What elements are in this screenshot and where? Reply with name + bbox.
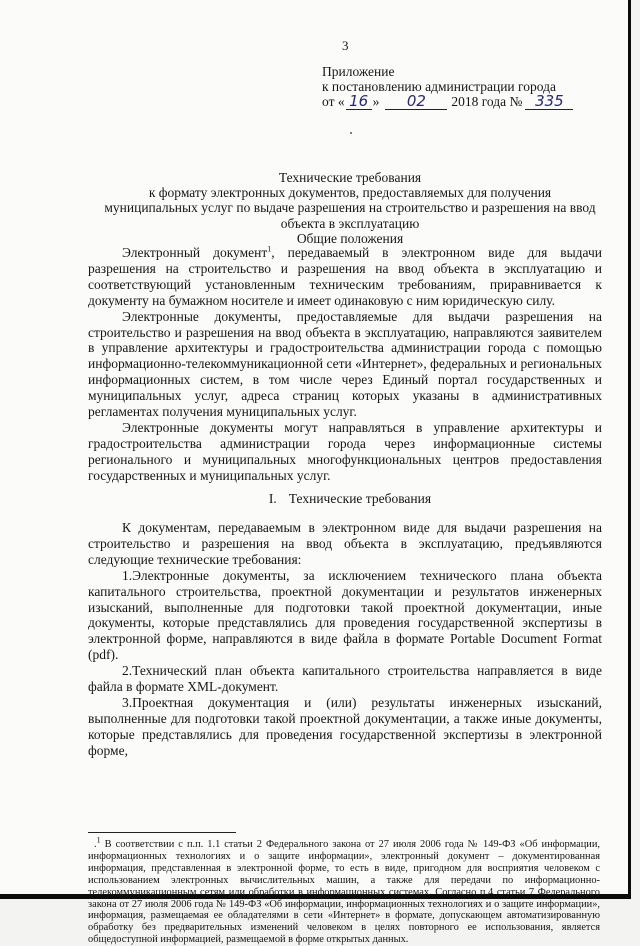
appendix-title: Приложение <box>322 64 395 79</box>
requirement-item-1: 1.Электронные документы, за исключением технического плана объекта капитального строительства, проектной документации и результатов инженерных изысканий, выполненные для подготовки такой проектной документации, иные документы, которые представлялись для проведения государственной экспертизы в электронной форме, направляются в виде файла в формате Portable Document Format (pdf). <box>88 567 602 663</box>
decree-number-handwritten: 335 <box>525 94 573 110</box>
requirement-item-3: 3.Проектная документация и (или) результаты инженерных изысканий, выполненные для подготовки такой проектной документации, а также иные документы, которые представлялись для проведения государственной экспертизы в электронной форме, <box>88 694 602 758</box>
section-title: Технические требования <box>288 491 432 506</box>
heading-title: Технические требования <box>278 170 422 185</box>
footnote-ref: 1 <box>267 244 272 254</box>
requirements-intro: К документам, передаваемым в электронном виде для выдачи разрешения на строительство и разрешения на ввод объекта в эксплуатацию, предъявляются следующие технические требования: <box>88 520 602 567</box>
section-number: I. <box>268 491 277 506</box>
appendix-date-line <box>322 94 573 110</box>
date-mid: » <box>372 94 380 109</box>
intro-paragraph-3: Электронные документы могут направляться в управление архитектуры и градостроительства администрации города через информационные системы регионального и муниципальных многофункциональных центров предоставления государственных и муниципальных услуг. <box>88 419 602 483</box>
requirement-item-2: 2.Технический план объекта капитального строительства направляется в виде файла в формате XML-документ. <box>88 663 602 695</box>
heading-subtitle: к формату электронных документов, предоставляемых для получения муниципальных услуг по выдаче разрешения на строительство и разрешения на ввод объекта в эксплуатацию <box>104 185 596 231</box>
date-prefix: от « <box>322 94 345 109</box>
appendix-block <box>322 64 573 110</box>
document-heading <box>90 170 610 246</box>
date-month-handwritten: 02 <box>385 94 447 110</box>
appendix-reference: к постановлению администрации города <box>322 79 556 94</box>
date-day-handwritten: 16 <box>346 94 372 110</box>
intro-paragraph-2: Электронные документы, предоставляемые для выдачи разрешения на строительство и разрешения на ввод объекта в эксплуатацию, направляются заявителем в управление архитектуры и градостроительства администрации города с помощью информационно-телекоммуникационной сети «Интернет», федеральных и региональных информационных систем, в том числе через Единый портал государственных и муниципальных услуг, адреса страниц которых указаны в административных регламентах получения муниципальных услуг. <box>88 308 602 420</box>
footnote-text: .$^1$ В соответствии с п.п. 1.1 статьи 2 Федерального закона от 27 июля 2006 года № 149-ФЗ «Об информации, информационных технологиях и о защите информации», электронный документ – документированная информация, представленная в электронной форме, то есть в виде, пригодном для восприятия человеком с использованием электронных вычислительных машин, а также для передачи по информационно-телекоммуникационным сетям или обработки в информационных системах. Согласно п.4 статьи 7 Федерального закона от 27 июля 2006 года № 149-ФЗ «Об информации, информационных технологиях и о защите информации», информация, размещаемая ее обладателями в сети «Интернет» в формате, допускающем автоматизированную обработку без предварительных изменений человеком в целях повторного ее использования, является общедоступной информацией, размещаемой в форме открытых данных. <box>88 835 600 946</box>
intro-section <box>88 245 602 484</box>
requirements-section <box>88 520 602 759</box>
heading-section: Общие положения <box>296 230 404 246</box>
scan-speck <box>350 132 352 134</box>
page-number: 3 <box>342 38 349 53</box>
footnote-number: 1 <box>96 835 101 845</box>
section-heading <box>90 491 610 507</box>
footnote-separator <box>88 832 236 833</box>
intro-paragraph-1: Электронный документ$^1$, передаваемый в электронном виде для выдачи разрешения на строительство и разрешения на ввод объекта в эксплуатацию и соответствующий установленным техническим требованиям, приравнивается к документу на бумажном носителе и имеет одинаковую с ним юридическую силу. <box>88 244 602 308</box>
footnote <box>88 835 600 946</box>
date-year-text: 2018 года № <box>451 94 523 109</box>
